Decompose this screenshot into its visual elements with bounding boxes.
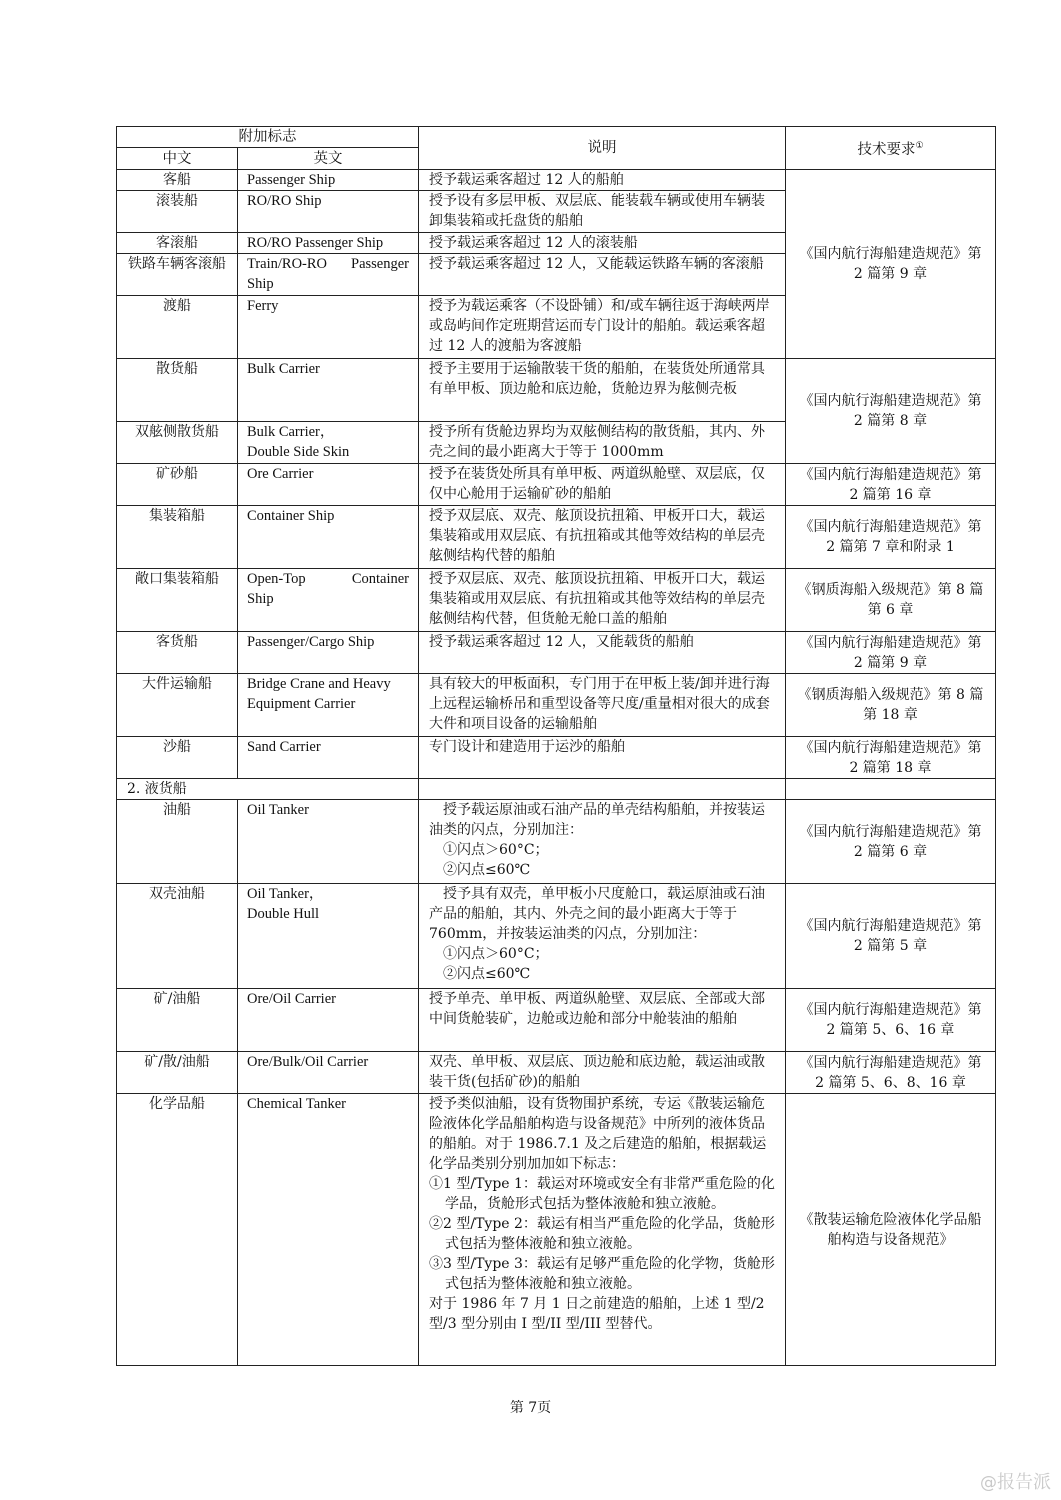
- row-chinese: 矿/油船: [117, 989, 238, 1052]
- row-tech-requirement: 《钢质海船入级规范》第 8 篇第 18 章: [786, 674, 996, 737]
- row-chinese: 油船: [117, 800, 238, 884]
- row-english-part: Open-Top: [247, 571, 306, 587]
- table-row: [117, 506, 996, 569]
- row-chinese: 矿/散/油船: [117, 1052, 238, 1094]
- row-tech-requirement: 《国内航行海船建造规范》第 2 篇第 5 章: [786, 884, 996, 989]
- row-english: Chemical Tanker: [238, 1094, 419, 1366]
- row-tech-requirement: 《国内航行海船建造规范》第 2 篇第 18 章: [786, 737, 996, 779]
- table-row: [117, 1094, 996, 1366]
- row-description-text: 授予具有双壳，单甲板小尺度舱口，载运原油或石油产品的船舶，其内、外壳之间的最小距离大于等于 760mm，并按装运油类的闪点，分别加注：: [429, 886, 765, 942]
- row-english: [238, 422, 419, 464]
- row-description: 授予载运乘客超过 12 人，又能载货的船舶: [419, 632, 786, 674]
- row-description: 授予双层底、双壳、舷顶设抗扭箱、甲板开口大，载运集装箱或用双层底、有抗扭箱或其他等效结构的单层壳舷侧结构代替，但货舱无舱口盖的船舶: [419, 569, 786, 632]
- watermark-at: @: [980, 1473, 997, 1493]
- row-description-item: ①闪点＞60°C；: [443, 842, 549, 858]
- row-english-part: Ship: [247, 591, 274, 607]
- row-chinese: 矿砂船: [117, 464, 238, 506]
- row-description: 授予所有货舱边界均为双舷侧结构的散货船，其内、外壳之间的最小距离大于等于 1000mm: [419, 422, 786, 464]
- row-chinese: 客货船: [117, 632, 238, 674]
- table-row: [117, 569, 996, 632]
- row-english-part: Bulk Carrier，: [247, 424, 335, 440]
- row-english: Ferry: [238, 296, 419, 359]
- row-english-part: Double Hull: [247, 906, 320, 922]
- ship-notation-table: [116, 126, 996, 1366]
- row-english-part: Container: [351, 571, 409, 587]
- row-english: Bulk Carrier: [238, 359, 419, 422]
- row-english: RO/RO Ship: [238, 191, 419, 233]
- row-description: 授予载运乘客超过 12 人的船舶: [419, 170, 786, 191]
- row-description: 授予为载运乘客（不设卧铺）和/或车辆往返于海峡两岸或岛屿间作定班期营运而专门设计的船舶。载运乘客超过 12 人的渡船为客渡船: [419, 296, 786, 359]
- row-description: 授予载运乘客超过 12 人，又能载运铁路车辆的客滚船: [419, 254, 786, 296]
- row-english-part: Equipment Carrier: [247, 696, 356, 712]
- table-row: [117, 1052, 996, 1094]
- row-english: Passenger Ship: [238, 170, 419, 191]
- header-english: 英文: [238, 148, 419, 170]
- row-english: Ore/Oil Carrier: [238, 989, 419, 1052]
- table-row: [117, 359, 996, 422]
- header-row-top: [117, 127, 996, 148]
- row-english: Ore Carrier: [238, 464, 419, 506]
- row-chinese: 化学品船: [117, 1094, 238, 1366]
- row-chinese: 铁路车辆客滚船: [117, 254, 238, 296]
- header-description: 说明: [419, 127, 786, 170]
- row-chinese: 客滚船: [117, 233, 238, 254]
- row-english: [238, 674, 419, 737]
- row-chinese: 敞口集装箱船: [117, 569, 238, 632]
- row-chinese: 双壳油船: [117, 884, 238, 989]
- row-english-part: Train/RO-RO: [247, 256, 328, 272]
- section-row: [117, 779, 996, 800]
- row-description: 专门设计和建造用于运沙的船舶: [419, 737, 786, 779]
- row-tech-requirement: 《国内航行海船建造规范》第 2 篇第 16 章: [786, 464, 996, 506]
- row-english: Oil Tanker: [238, 800, 419, 884]
- row-english-part: Bridge Crane and Heavy: [247, 676, 391, 692]
- row-english: RO/RO Passenger Ship: [238, 233, 419, 254]
- row-chinese: 渡船: [117, 296, 238, 359]
- section-empty-cell: [786, 779, 996, 800]
- row-description: 双壳、单甲板、双层底、顶边舱和底边舱，载运油或散装干货(包括矿砂)的船舶: [419, 1052, 786, 1094]
- row-description-item: ③3 型/Type 3：载运有足够严重危险的化学物，货舱形式包括为整体液舱和独立液舱。: [429, 1256, 775, 1292]
- section-heading: 2. 液货船: [117, 779, 419, 800]
- row-chinese: 大件运输船: [117, 674, 238, 737]
- row-chinese: 滚装船: [117, 191, 238, 233]
- row-chinese: 客船: [117, 170, 238, 191]
- row-description: 授予双层底、双壳、舷顶设抗扭箱、甲板开口大，载运集装箱或用双层底、有抗扭箱或其他等效结构的单层壳舷侧结构代替的船舶: [419, 506, 786, 569]
- row-description-text: 授予类似油船，设有货物围护系统，专运《散装运输危险液体化学品船舶构造与设备规范》中所列的液体货品的船舶。对于 1986.7.1 及之后建造的船舶，根据载运化学品类别分别加加如下标志：: [429, 1096, 767, 1172]
- table-row: [117, 737, 996, 779]
- row-english-part: Oil Tanker，: [247, 886, 324, 902]
- row-description: 授予设有多层甲板、双层底、能装载车辆或使用车辆装卸集装箱或托盘货的船舶: [419, 191, 786, 233]
- row-tech-requirement: 《国内航行海船建造规范》第 2 篇第 9 章: [786, 170, 996, 359]
- header-tech-requirements: [786, 127, 996, 170]
- row-tech-requirement: 《国内航行海船建造规范》第 2 篇第 7 章和附录 1: [786, 506, 996, 569]
- header-tech-label: 技术要求: [857, 141, 916, 158]
- table-row: [117, 464, 996, 506]
- watermark: [980, 1468, 1051, 1494]
- header-group-label: 附加标志: [117, 127, 419, 148]
- row-description: 具有较大的甲板面积，专门用于在甲板上装/卸并进行海上远程运输桥吊和重型设备等尺度/重量相对很大的成套大件和项目设备的运输船舶: [419, 674, 786, 737]
- row-english-part: Double Side Skin: [247, 444, 350, 460]
- row-chinese: 散货船: [117, 359, 238, 422]
- row-description-item: ①闪点＞60°C；: [443, 946, 549, 962]
- row-tech-requirement: 《国内航行海船建造规范》第 2 篇第 5、6、16 章: [786, 989, 996, 1052]
- row-chinese: 集装箱船: [117, 506, 238, 569]
- row-description-text: 授予载运原油或石油产品的单壳结构船舶，并按装运油类的闪点，分别加注：: [429, 802, 765, 838]
- table-row: [117, 884, 996, 989]
- row-description-item: ②闪点≤60℃: [443, 966, 531, 982]
- page-number: 第 7页: [509, 1400, 552, 1416]
- row-tech-requirement: 《国内航行海船建造规范》第 2 篇第 9 章: [786, 632, 996, 674]
- row-chinese: 沙船: [117, 737, 238, 779]
- row-description: 授予主要用于运输散装干货的船舶，在装货处所通常具有单甲板、顶边舱和底边舱，货舱边界为舷侧壳板: [419, 359, 786, 422]
- row-chinese: 双舷侧散货船: [117, 422, 238, 464]
- row-tech-requirement: 《国内航行海船建造规范》第 2 篇第 6 章: [786, 800, 996, 884]
- row-description-item: ①1 型/Type 1：载运对环境或安全有非常严重危险的化学品，货舱形式包括为整体液舱和独立液舱。: [429, 1176, 775, 1212]
- row-english-part: Ship: [247, 276, 274, 292]
- table-row: [117, 674, 996, 737]
- row-english: [238, 884, 419, 989]
- row-description: 授予单壳、单甲板、两道纵舱壁、双层底、全部或大部中间货舱装矿，边舱或边舱和部分中舱装油的船舶: [419, 989, 786, 1052]
- row-description: [419, 1094, 786, 1366]
- row-description-note: 对于 1986 年 7 月 1 日之前建造的船舶，上述 1 型/2 型/3 型分别由 I 型/II 型/III 型替代。: [429, 1296, 765, 1332]
- row-description: 授予载运乘客超过 12 人的滚装船: [419, 233, 786, 254]
- table-row: [117, 989, 996, 1052]
- watermark-text: 报告派: [997, 1472, 1051, 1493]
- row-description-item: ②闪点≤60℃: [443, 862, 531, 878]
- table-row: [117, 800, 996, 884]
- row-description: 授予在装货处所具有单甲板、两道纵舱壁、双层底，仅仅中心舱用于运输矿砂的船舶: [419, 464, 786, 506]
- row-description: [419, 800, 786, 884]
- row-english: [238, 569, 419, 632]
- row-english: [238, 254, 419, 296]
- row-english: Container Ship: [238, 506, 419, 569]
- row-tech-requirement: 《散装运输危险液体化学品船舶构造与设备规范》: [786, 1094, 996, 1366]
- footnote-marker: ①: [915, 141, 924, 152]
- row-description-item: ②2 型/Type 2：载运有相当严重危险的化学品，货舱形式包括为整体液舱和独立液舱。: [429, 1216, 775, 1252]
- row-english-part: Passenger: [351, 256, 409, 272]
- row-tech-requirement: 《国内航行海船建造规范》第 2 篇第 5、6、8、16 章: [786, 1052, 996, 1094]
- row-english: Ore/Bulk/Oil Carrier: [238, 1052, 419, 1094]
- row-english: Passenger/Cargo Ship: [238, 632, 419, 674]
- row-description: [419, 884, 786, 989]
- section-empty-cell: [419, 779, 786, 800]
- table-row: [117, 170, 996, 191]
- row-tech-requirement: 《国内航行海船建造规范》第 2 篇第 8 章: [786, 359, 996, 464]
- row-tech-requirement: 《钢质海船入级规范》第 8 篇第 6 章: [786, 569, 996, 632]
- header-chinese: 中文: [117, 148, 238, 170]
- table-row: [117, 632, 996, 674]
- row-english: Sand Carrier: [238, 737, 419, 779]
